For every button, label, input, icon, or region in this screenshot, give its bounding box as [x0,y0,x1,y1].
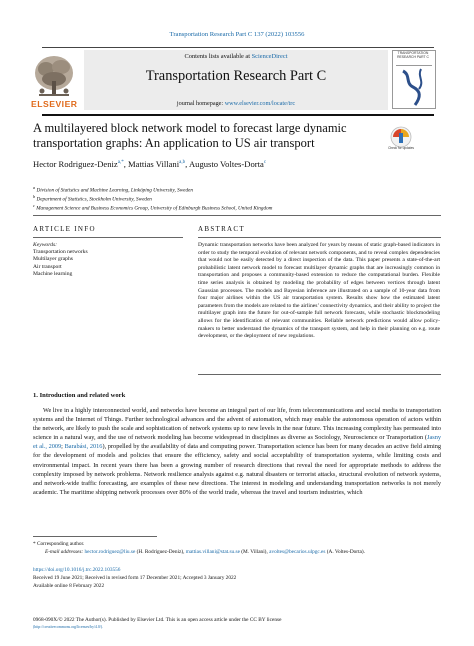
sciencedirect-link[interactable]: ScienceDirect [251,53,288,60]
author-marks[interactable]: c [263,160,267,166]
cover-graphic [393,51,435,108]
email-link[interactable]: avoltes@becarios.ulpgc.es [269,549,326,555]
divider [33,215,441,216]
intro-paragraph [33,406,441,497]
keyword: Multilayer graphs [33,256,73,263]
homepage-prefix: journal homepage: [176,100,225,107]
author-separator: , [123,159,128,169]
abstract-text: Dynamic transportation networks have been analyzed for years by means of static graph-based indicators in order to study the temporal evolution of relevant network components, and to reveal complex dependencies that would not be easily detected by a direct inspection of the data. This paper presents a state-of-the-art probabilistic latent network model to forecast multilayer dynamic graphs that are increasingly common in transportation and proposes a community-based extension to reduce the computational burden. Flexible time series analysis is obtained by modeling the probability of edges between vertices through latent Gaussian processes. The models and Bayesian inference are illustrated on a sample of 10-year data from four major airlines within the US air transportation system. Results show how the estimated latent parameters from the models are related to the airlines’ connectivity dynamics, and their ability to project the multilayer graph into the future for out-of-sample full network forecasts, while stochastic blockmodeling allows for the identification of relevant communities. Reliable network predictions would allow policy-makers to better understand the dynamics of the transport system, and help in their planning on e.g. route development, or the deployment of new regulations. [198,242,440,340]
affiliation [33,194,152,203]
author-name[interactable]: Augusto Voltes-Dorta [188,159,264,169]
email-owner: (A. Voltes-Dorta). [325,549,365,555]
doi-link[interactable]: https://doi.org/10.1016/j.trc.2022.103556 [33,567,121,573]
divider [198,237,441,238]
check-for-updates-label[interactable]: Check for updates [388,146,414,150]
email-label: E-mail addresses: [45,549,84,555]
email-owner: (H. Rodriguez-Deniz), [135,549,186,555]
email-link[interactable]: hector.rodriguez@liu.se [84,549,136,555]
email-owner: (M. Villani), [239,549,270,555]
intro-text: We live in a highly interconnected world, and networks have become an integral part of our life, from telecommunications and social media to transportation systems and the Internet of Things. Further technological advances and the advent of automation, which may enable the autonomous operation of actors within the network, are likely to push the scale and sophistication of network systems up to new levels in the near future. This increasing complexity has permeated into science in a natural way, and the use of network modeling has become widespread in disciplines as diverse as Sociology, Neuroscience or Transportation ( [33,407,441,442]
citation-link[interactable]: Barabási, 2016 [64,443,103,451]
intro-text: ), propelled by the availability of data and computing power. Transportation science has been for many decades an active field aiming for the development of models and policies that ensure the efficiency, safety and social acceptability of transportation systems, while limiting costs and environmental impact. In recent years there has been a growing number of research directions that reveal the need for appropriate methods to address the complexity imposed by network problems. Network resilience analysis against e.g. natural disasters or terrorist attacks, structural evolution of network systems, and network-wide traffic forecasting, are examples of these new directions. The interest in modeling and understanding transportation networks is not merely academic. The maritime shipping network processes over 80% of the world trade, whereas the travel and tourism industries, which [33,443,442,496]
keywords-label: Keywords: [33,242,58,248]
email-line [45,549,365,556]
footnote-divider [33,536,157,537]
section-title: 1. Introduction and related work [33,392,126,399]
keyword: Transportation networks [33,249,88,255]
cover-title: TRANSPORTATION RESEARCH PART C [397,51,429,59]
divider [198,374,441,375]
publisher-logo-text: ELSEVIER [31,99,78,109]
divider [33,237,183,238]
affiliation-text: Management Science and Business Economics Group, University of Edinburgh Business School, United Kingdom [36,205,273,212]
affiliation-text: Division of Statistics and Machine Learning, Linköping University, Sweden [36,187,193,194]
affiliation-mark: b [33,194,36,199]
intro-text: ; [61,443,65,451]
email-link[interactable]: mattias.villani@stat.su.se [185,549,240,555]
author-marks[interactable]: a,* [117,160,124,166]
citation-link[interactable]: Jasny et al., 2009 [33,434,441,451]
homepage-link[interactable]: www.elsevier.com/locate/trc [224,100,296,107]
affiliation [33,185,193,194]
corresponding-label: Corresponding author. [36,541,85,547]
received-dates: Received 19 June 2021; Received in revised form 17 December 2021; Accepted 3 January 2022 [33,575,237,581]
journal-title: Transportation Research Part C [145,68,327,84]
keyword: Machine learning [33,271,73,278]
keyword: Air transport [33,263,62,270]
author-name[interactable]: Mattias Villani [128,159,180,169]
license-link[interactable]: (http://creativecommons.org/licenses/by/4.0/). [33,625,104,629]
affiliation-text: Department of Statistics, Stockholm University, Sweden [36,196,152,203]
contents-line [84,53,388,60]
affiliation-mark: c [33,203,35,208]
homepage-line [84,100,388,107]
available-online: Available online 8 February 2022 [33,583,105,589]
corresponding-mark: * [33,541,36,547]
article-info-heading: ARTICLE INFO [33,225,96,233]
author-separator: , [185,159,189,169]
author-list [33,159,266,169]
article-title: A multilayered block network model to forecast large dynamic transportation graphs: An application to US air transport [33,121,347,150]
license-line: 0968-090X/© 2022 The Author(s). Published by Elsevier Ltd. This is an open access article under the CC BY license [33,617,282,623]
running-head[interactable]: Transportation Research Part C 137 (2022) 103556 [169,31,305,38]
author-marks[interactable]: a,b [179,160,186,166]
abstract-heading: ABSTRACT [198,225,245,233]
affiliation [33,203,272,212]
affiliation-mark: a [33,185,36,190]
corresponding-note [33,541,84,548]
contents-prefix: Contents lists available at [184,53,252,60]
author-name[interactable]: Hector Rodriguez-Deniz [33,159,118,169]
